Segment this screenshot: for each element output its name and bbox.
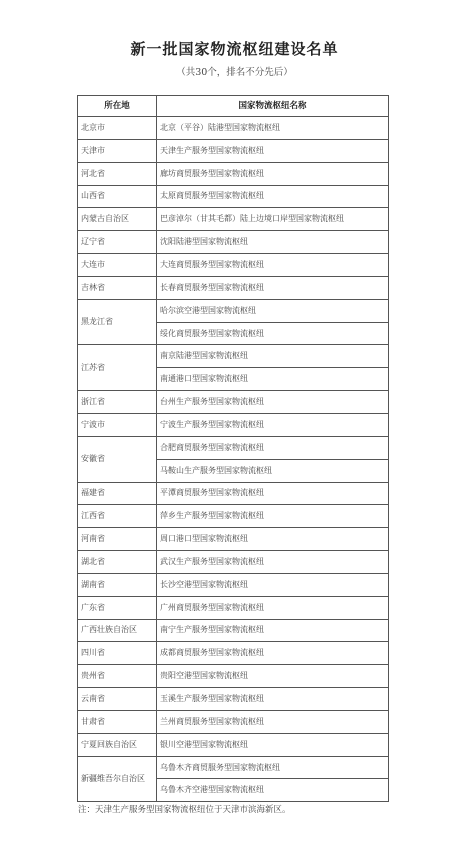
hub-name-cell: 武汉生产服务型国家物流枢纽	[157, 551, 389, 574]
location-cell: 安徽省	[78, 436, 157, 482]
location-cell: 江西省	[78, 505, 157, 528]
table-row	[78, 436, 389, 459]
hub-name-cell: 贵阳空港型国家物流枢纽	[157, 665, 389, 688]
table-row	[78, 391, 389, 414]
hub-name-cell: 南通港口型国家物流枢纽	[157, 368, 389, 391]
table-row	[78, 733, 389, 756]
table-row	[78, 345, 389, 368]
location-cell: 河北省	[78, 162, 157, 185]
location-cell: 湖北省	[78, 551, 157, 574]
hub-name-cell: 沈阳陆港型国家物流枢纽	[157, 231, 389, 254]
hub-name-cell: 合肥商贸服务型国家物流枢纽	[157, 436, 389, 459]
hub-name-cell: 乌鲁木齐商贸服务型国家物流枢纽	[157, 756, 389, 779]
location-cell: 浙江省	[78, 391, 157, 414]
location-cell: 天津市	[78, 139, 157, 162]
hub-name-cell: 乌鲁木齐空港型国家物流枢纽	[157, 779, 389, 802]
table-row	[78, 756, 389, 779]
location-cell: 云南省	[78, 688, 157, 711]
hub-name-cell: 玉溪生产服务型国家物流枢纽	[157, 688, 389, 711]
page-title: 新一批国家物流枢纽建设名单	[130, 40, 339, 58]
location-cell: 甘肃省	[78, 710, 157, 733]
table-row	[78, 299, 389, 322]
table-row	[78, 413, 389, 436]
hub-name-cell: 马鞍山生产服务型国家物流枢纽	[157, 459, 389, 482]
column-header-hub-name: 国家物流枢纽名称	[157, 96, 389, 117]
hub-name-cell: 广州商贸服务型国家物流枢纽	[157, 596, 389, 619]
hub-name-cell: 巴彦淖尔（甘其毛都）陆上边境口岸型国家物流枢纽	[157, 208, 389, 231]
page-subtitle: （共30个，排名不分先后）	[176, 67, 293, 78]
hub-name-cell: 南宁生产服务型国家物流枢纽	[157, 619, 389, 642]
table-header-row	[78, 96, 389, 117]
hub-name-cell: 宁波生产服务型国家物流枢纽	[157, 413, 389, 436]
location-cell: 宁夏回族自治区	[78, 733, 157, 756]
hub-name-cell: 银川空港型国家物流枢纽	[157, 733, 389, 756]
hub-list-table	[77, 95, 389, 802]
column-header-location: 所在地	[78, 96, 157, 117]
footnote: 注：天津生产服务型国家物流枢纽位于天津市滨海新区。	[78, 805, 291, 815]
table-row	[78, 208, 389, 231]
hub-name-cell: 长沙空港型国家物流枢纽	[157, 573, 389, 596]
hub-name-cell: 周口港口型国家物流枢纽	[157, 528, 389, 551]
hub-name-cell: 哈尔滨空港型国家物流枢纽	[157, 299, 389, 322]
table-row	[78, 710, 389, 733]
location-cell: 湖南省	[78, 573, 157, 596]
table-row	[78, 231, 389, 254]
hub-name-cell: 兰州商贸服务型国家物流枢纽	[157, 710, 389, 733]
hub-name-cell: 北京（平谷）陆港型国家物流枢纽	[157, 117, 389, 140]
location-cell: 大连市	[78, 254, 157, 277]
table-row	[78, 596, 389, 619]
location-cell: 辽宁省	[78, 231, 157, 254]
location-cell: 四川省	[78, 642, 157, 665]
location-cell: 福建省	[78, 482, 157, 505]
location-cell: 黑龙江省	[78, 299, 157, 345]
location-cell: 吉林省	[78, 276, 157, 299]
hub-name-cell: 廊坊商贸服务型国家物流枢纽	[157, 162, 389, 185]
hub-name-cell: 南京陆港型国家物流枢纽	[157, 345, 389, 368]
location-cell: 贵州省	[78, 665, 157, 688]
table-row	[78, 117, 389, 140]
table-row	[78, 254, 389, 277]
hub-name-cell: 萍乡生产服务型国家物流枢纽	[157, 505, 389, 528]
table-row	[78, 688, 389, 711]
hub-name-cell: 成都商贸服务型国家物流枢纽	[157, 642, 389, 665]
table-row	[78, 619, 389, 642]
location-cell: 山西省	[78, 185, 157, 208]
table-row	[78, 276, 389, 299]
hub-name-cell: 长春商贸服务型国家物流枢纽	[157, 276, 389, 299]
hub-name-cell: 平潭商贸服务型国家物流枢纽	[157, 482, 389, 505]
hub-name-cell: 大连商贸服务型国家物流枢纽	[157, 254, 389, 277]
location-cell: 宁波市	[78, 413, 157, 436]
location-cell: 新疆维吾尔自治区	[78, 756, 157, 802]
table-row	[78, 642, 389, 665]
location-cell: 北京市	[78, 117, 157, 140]
hub-name-cell: 太原商贸服务型国家物流枢纽	[157, 185, 389, 208]
table-row	[78, 162, 389, 185]
table-row	[78, 573, 389, 596]
hub-name-cell: 绥化商贸服务型国家物流枢纽	[157, 322, 389, 345]
table-row	[78, 482, 389, 505]
table-row	[78, 139, 389, 162]
table-row	[78, 505, 389, 528]
table-row	[78, 185, 389, 208]
location-cell: 江苏省	[78, 345, 157, 391]
hub-name-cell: 台州生产服务型国家物流枢纽	[157, 391, 389, 414]
table-row	[78, 665, 389, 688]
location-cell: 广东省	[78, 596, 157, 619]
location-cell: 河南省	[78, 528, 157, 551]
hub-name-cell: 天津生产服务型国家物流枢纽	[157, 139, 389, 162]
table-row	[78, 528, 389, 551]
table-body	[78, 117, 389, 802]
location-cell: 内蒙古自治区	[78, 208, 157, 231]
location-cell: 广西壮族自治区	[78, 619, 157, 642]
table-row	[78, 551, 389, 574]
